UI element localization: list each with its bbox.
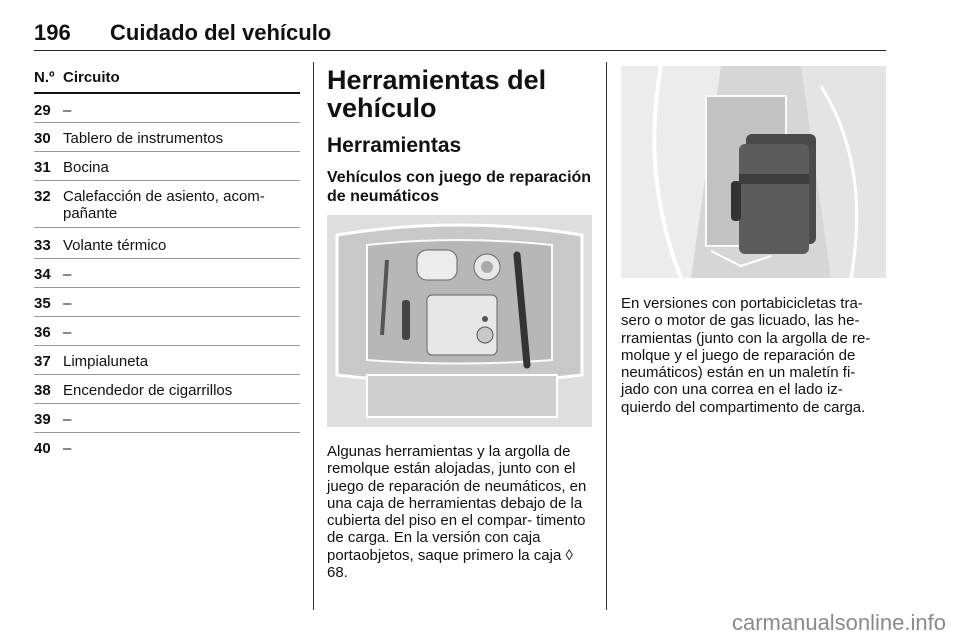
table-row [34, 94, 300, 123]
table-row [34, 433, 300, 461]
row-num: 38 [34, 382, 51, 399]
table-row [34, 317, 300, 346]
page-ref-link[interactable]: 68. [327, 564, 348, 582]
table-row [34, 288, 300, 317]
table-header [34, 66, 300, 94]
table-row [34, 181, 300, 228]
row-num: 33 [34, 237, 51, 254]
table-row [34, 123, 300, 152]
column-divider [606, 62, 607, 610]
row-text: Limpialuneta [63, 353, 149, 370]
row-text: – [63, 102, 72, 119]
tools-paragraph [327, 443, 593, 581]
row-num: 39 [34, 411, 51, 428]
section-subheading: Herramientas [327, 134, 462, 157]
tools-section [327, 66, 593, 206]
row-num: 35 [34, 295, 51, 312]
row-num: 36 [34, 324, 51, 341]
page-number: 196 [34, 20, 71, 45]
row-text: – [63, 440, 72, 457]
watermark: carmanualsonline.info [731, 610, 946, 635]
toolbox-illustration [327, 215, 592, 427]
row-num: 40 [34, 440, 51, 457]
row-num: 30 [34, 130, 51, 147]
fuse-table [34, 66, 300, 461]
table-row [34, 404, 300, 433]
page-ref-arrow-icon: ◊ [565, 546, 573, 564]
column-divider [313, 62, 314, 610]
row-num: 31 [34, 159, 51, 176]
page-header [34, 20, 886, 56]
table-row [34, 228, 300, 259]
col-circuit-header: Circuito [63, 69, 120, 86]
row-text: – [63, 324, 72, 341]
row-num: 29 [34, 102, 51, 119]
row-text: Tablero de instrumentos [63, 130, 224, 147]
row-num: 37 [34, 353, 51, 370]
row-num: 32 [34, 188, 51, 205]
tool-case-illustration [621, 66, 886, 278]
row-text: – [63, 266, 72, 283]
section-subsubheading: Vehículos con juego de reparación de neumáticos [327, 169, 592, 205]
row-text: – [63, 411, 72, 428]
col-num-header: N.º [34, 69, 55, 86]
header-rule [34, 50, 886, 51]
row-text: Volante térmico [63, 237, 167, 254]
row-num: 34 [34, 266, 51, 283]
row-text: – [63, 295, 72, 312]
table-row [34, 375, 300, 404]
row-text: Calefacción de asiento, acom- pañante [63, 188, 265, 222]
table-row [34, 259, 300, 288]
table-row [34, 152, 300, 181]
table-row [34, 346, 300, 375]
tools-paragraph-text: Algunas herramientas y la argolla de remolque están alojadas, junto con el juego de reparación de neumáticos, en una caja de herramientas debajo de la cubierta del piso en el compar- timento de carga. En la versión con caja portaobjetos, saque primero la caja [327, 443, 587, 564]
row-text: Encendedor de cigarrillos [63, 382, 233, 399]
section-heading: Herramientas del vehículo [327, 65, 547, 123]
case-paragraph: En versiones con portabicicletas tra- sero o motor de gas licuado, las he- rramientas (junto con la argolla de re- molque y el juego de reparación de neumáticos) están en un maletín fi- jado con una correa en el lado iz- quierdo del compartimento de carga. [621, 295, 871, 416]
page-title: Cuidado del vehículo [110, 20, 332, 45]
row-text: Bocina [63, 159, 109, 176]
